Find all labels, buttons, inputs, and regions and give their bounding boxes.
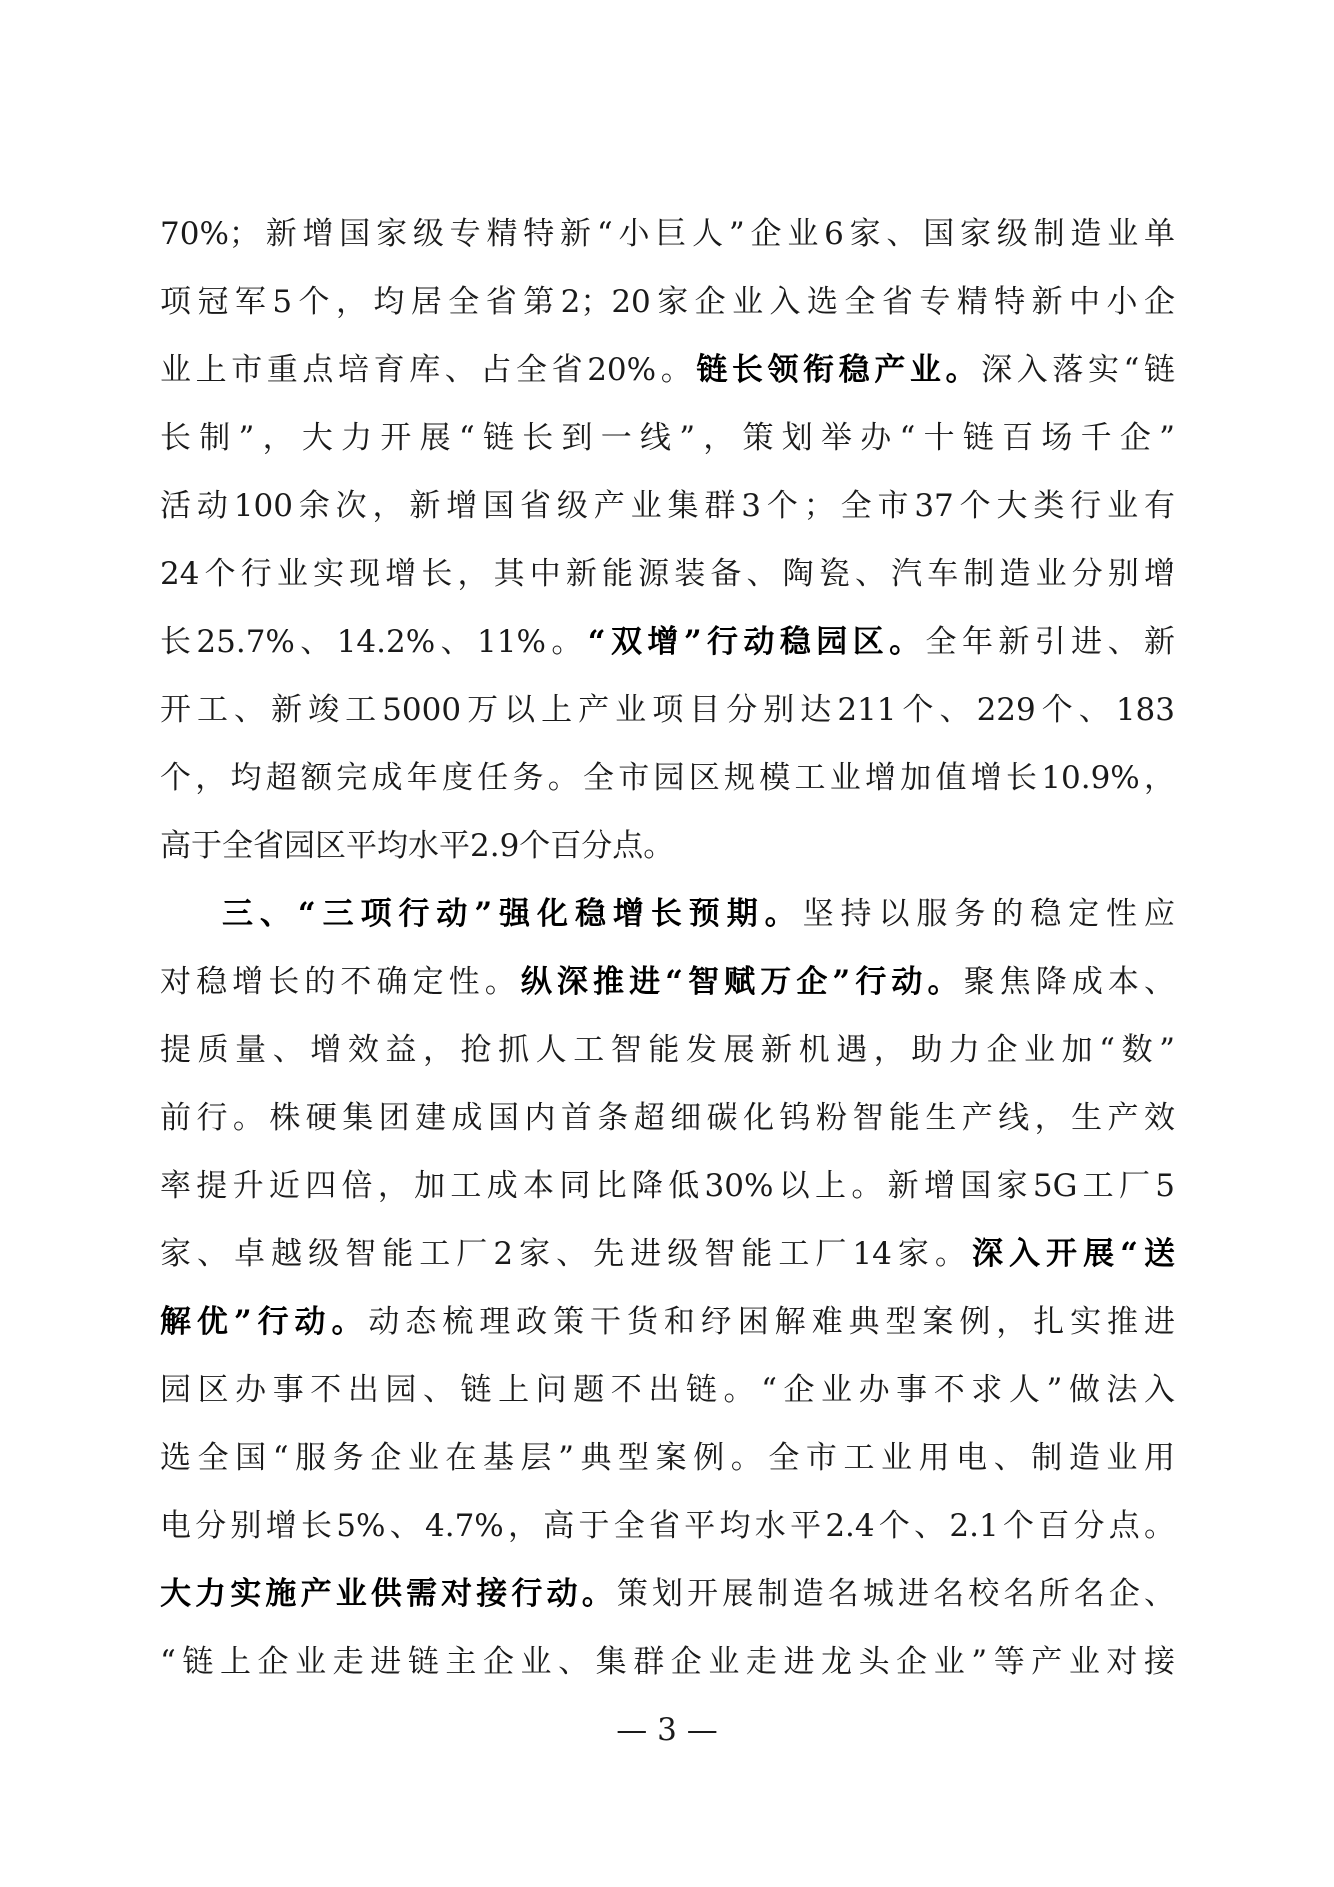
bold-heading: 大力实施产业供需对接行动。	[160, 1576, 617, 1612]
text-line: 园区办事不出园、链上问题不出链。“企业办事不求人”做法入	[160, 1372, 1175, 1408]
body-text	[160, 200, 1175, 1696]
text-line: 家、卓越级智能工厂2家、先进级智能工厂14家。深入开展“送	[160, 1236, 1175, 1272]
text-line: 电分别增长5%、4.7%，高于全省平均水平2.4个、2.1个百分点。	[160, 1508, 1175, 1544]
section-heading: 三、“三项行动”强化稳增长预期。	[222, 896, 803, 932]
text-line: 率提升近四倍，加工成本同比降低30%以上。新增国家5G工厂5	[160, 1168, 1175, 1204]
text-line: “链上企业走进链主企业、集群企业走进龙头企业”等产业对接	[160, 1644, 1175, 1680]
section-heading-line: 三、“三项行动”强化稳增长预期。坚持以服务的稳定性应	[222, 896, 1175, 932]
text-line: 业上市重点培育库、占全省20%。链长领衔稳产业。深入落实“链	[160, 352, 1175, 388]
text-line: 活动100余次，新增国省级产业集群3个；全市37个大类行业有	[160, 488, 1175, 524]
text-line: 选全国“服务企业在基层”典型案例。全市工业用电、制造业用	[160, 1440, 1175, 1476]
text-line: 前行。株硬集团建成国内首条超细碳化钨粉智能生产线，生产效	[160, 1100, 1175, 1136]
text-line: 70%；新增国家级专精特新“小巨人”企业6家、国家级制造业单	[160, 216, 1175, 252]
text-line: 项冠军5个，均居全省第2；20家企业入选全省专精特新中小企	[160, 284, 1175, 320]
text-line: 高于全省园区平均水平2.9个百分点。	[160, 828, 675, 864]
text-line: 提质量、增效益，抢抓人工智能发展新机遇，助力企业加“数”	[160, 1032, 1175, 1068]
text-line: 开工、新竣工5000万以上产业项目分别达211个、229个、183	[160, 692, 1175, 728]
text-line: 对稳增长的不确定性。纵深推进“智赋万企”行动。聚焦降成本、	[160, 964, 1175, 1000]
text-line: 解优”行动。动态梳理政策干货和纾困解难典型案例，扎实推进	[160, 1304, 1175, 1340]
text-line: 个，均超额完成年度任务。全市园区规模工业增加值增长10.9%，	[160, 760, 1175, 796]
text-line: 长制”，大力开展“链长到一线”，策划举办“十链百场千企”	[160, 420, 1175, 456]
text-line: 大力实施产业供需对接行动。策划开展制造名城进名校名所名企、	[160, 1576, 1175, 1612]
bold-heading: “双增”行动稳园区。	[587, 624, 926, 660]
page-number: — 3 —	[616, 1712, 718, 1748]
bold-heading: 链长领衔稳产业。	[696, 352, 982, 388]
text-line: 长25.7%、14.2%、11%。“双增”行动稳园区。全年新引进、新	[160, 624, 1175, 660]
bold-heading: 解优”行动。	[160, 1304, 369, 1340]
text-line: 24个行业实现增长，其中新能源装备、陶瓷、汽车制造业分别增	[160, 556, 1175, 592]
bold-heading: 深入开展“送	[971, 1236, 1175, 1272]
bold-heading: 纵深推进“智赋万企”行动。	[520, 964, 964, 1000]
